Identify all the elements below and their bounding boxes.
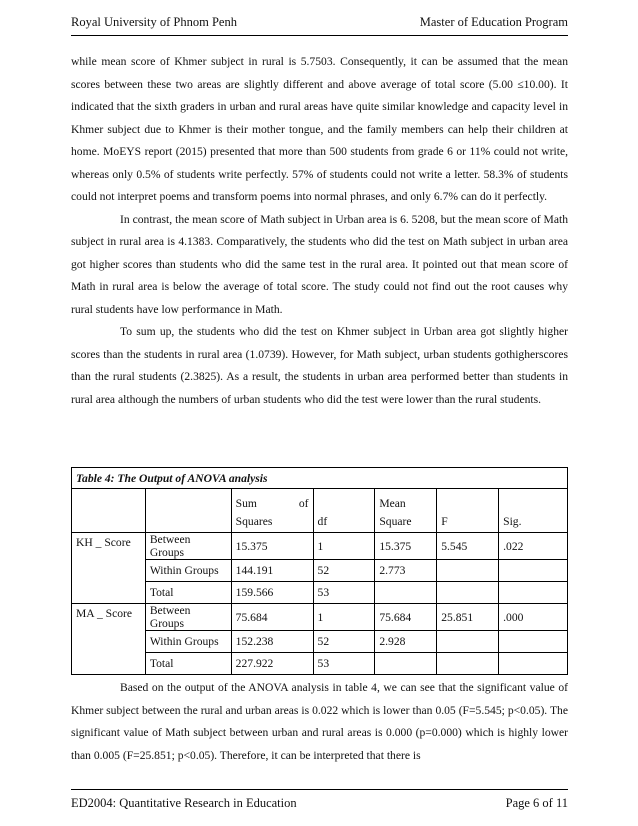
sig-cell: .022: [499, 533, 568, 560]
ss-cell: 159.566: [231, 582, 313, 604]
table-row: [72, 560, 568, 582]
ms-cell: [375, 653, 437, 675]
source-cell: Within Groups: [145, 560, 231, 582]
sig-cell: [499, 631, 568, 653]
ms-cell: [375, 582, 437, 604]
paragraph: Based on the output of the ANOVA analysis in table 4, we can see that the significant value of Khmer subject between the rural and urban areas is 0.022 which is lower than 0.05 (F=5.545; p<0.05). The significant value of Math subject between urban and rural areas is 0.000 (p=0.000) which is highly lower than 0.005 (F=25.851; p<0.05). Therefore, it can be interpreted that there is: [71, 681, 568, 762]
ms-cell: 15.375: [375, 533, 437, 560]
df-cell: 53: [313, 582, 375, 604]
sig-cell: .000: [499, 604, 568, 631]
header-mean-square: Square: [375, 510, 437, 533]
ss-cell: 15.375: [231, 533, 313, 560]
ms-cell: 2.773: [375, 560, 437, 582]
paragraph: To sum up, the students who did the test on Khmer subject in Urban area got slightly higher scores than the students in rural area (1.0739). However, for Math subject, urban students gothigherscores than the rural students (2.3825). As a result, the students in urban area performed better than students in rural area although the numbers of urban students who did the test were lower than the rural students.: [71, 325, 568, 406]
f-cell: [437, 560, 499, 582]
footer-course: ED2004: Quantitative Research in Education: [71, 796, 297, 810]
header-df: df: [313, 510, 375, 533]
source-cell: Total: [145, 653, 231, 675]
sig-cell: [499, 560, 568, 582]
ss-cell: 75.684: [231, 604, 313, 631]
table-row: [72, 533, 568, 560]
header-f-top: [437, 489, 499, 511]
source-cell: Total: [145, 582, 231, 604]
variable-cell: MA _ Score: [72, 604, 146, 675]
header-sum-of: [231, 489, 313, 511]
sig-cell: [499, 582, 568, 604]
f-cell: 25.851: [437, 604, 499, 631]
page-footer: [71, 789, 568, 812]
f-cell: [437, 631, 499, 653]
ss-cell: 152.238: [231, 631, 313, 653]
anova-table: [71, 467, 568, 675]
source-cell: Within Groups: [145, 631, 231, 653]
f-cell: [437, 582, 499, 604]
header-sig: Sig.: [499, 510, 568, 533]
table-row: [72, 582, 568, 604]
header-of: of: [298, 497, 309, 510]
f-cell: [437, 653, 499, 675]
ss-cell: 227.922: [231, 653, 313, 675]
df-cell: 1: [313, 604, 375, 631]
body-text-bottom: [71, 677, 568, 767]
table-caption: Table 4: The Output of ANOVA analysis: [72, 468, 568, 489]
df-cell: 52: [313, 560, 375, 582]
header-mean: Mean: [375, 489, 437, 511]
ms-cell: 75.684: [375, 604, 437, 631]
header-sig-top: [499, 489, 568, 511]
header-df-top: [313, 489, 375, 511]
paragraph: In contrast, the mean score of Math subject in Urban area is 6. 5208, but the mean score of Math subject in rural area is 4.1383. Comparatively, the students who did the test on Math subject in urban area got higher scores than students who did the same test in the rural area. It pointed out that mean score of Math in rural area is below the average of total score. The study could not find out the root causes why rural students have low performance in Math.: [71, 212, 568, 316]
table-row: [72, 631, 568, 653]
header-f: F: [437, 510, 499, 533]
header-institution: Royal University of Phnom Penh: [71, 15, 237, 29]
header-squares: Squares: [231, 510, 313, 533]
df-cell: 53: [313, 653, 375, 675]
header-blank-cell: [145, 489, 231, 533]
footer-page-number: Page 6 of 11: [505, 796, 568, 810]
body-text-top: [71, 51, 568, 411]
variable-cell: KH _ Score: [72, 533, 146, 604]
ss-cell: 144.191: [231, 560, 313, 582]
table-row: [72, 653, 568, 675]
header-blank-cell: [72, 489, 146, 533]
source-cell: Between Groups: [145, 604, 231, 631]
table-row: [72, 604, 568, 631]
df-cell: 52: [313, 631, 375, 653]
sig-cell: [499, 653, 568, 675]
source-cell: Between Groups: [145, 533, 231, 560]
header-sum: Sum: [235, 497, 257, 510]
df-cell: 1: [313, 533, 375, 560]
ms-cell: 2.928: [375, 631, 437, 653]
page-header: [71, 15, 568, 36]
header-program: Master of Education Program: [419, 15, 568, 29]
f-cell: 5.545: [437, 533, 499, 560]
paragraph: while mean score of Khmer subject in rural is 5.7503. Consequently, it can be assumed that the mean scores between these two areas are slightly different and above average of total score (5.00 ≤10.00). It indicated that the sixth graders in urban and rural areas have quite similar knowledge and capacity level in Khmer subject due to Khmer is their mother tongue, and the family members can help their children at home. MoEYS report (2015) presented that more than 500 students from grade 6 or 11% could not write, whereas only 0.5% of students write perfectly. 57% of students could not write a letter. 58.3% of students could not interpret poems and transform poems into normal phrases, and only 6.7% can do it perfectly.: [71, 55, 568, 203]
